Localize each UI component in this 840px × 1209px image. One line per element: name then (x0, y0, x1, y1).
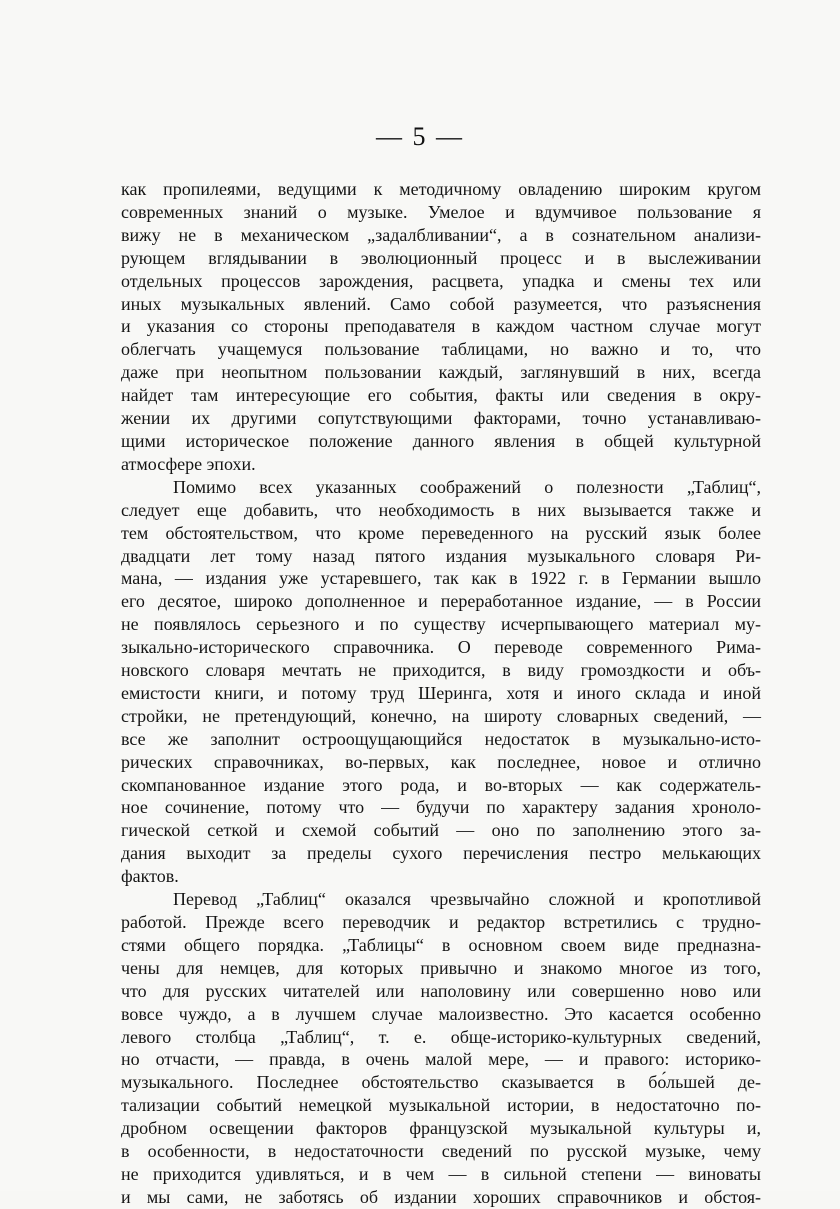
text-line: иных музыкальных явлений. Само собой разумеется, что разъяснения (121, 293, 761, 314)
text-line: скомпанованное издание этого рода, и во-вторых — как содержатель- (121, 774, 761, 795)
text-line: все же заполнит остроощущающийся недостаток в музыкально-исто- (121, 728, 761, 749)
text-line: чены для немцев, для которых привычно и знакомо многое из того, (121, 957, 761, 978)
text-line: не приходится удивляться, и в чем — в сильной степени — виноваты (121, 1163, 761, 1184)
text-line: зыкально-исторического справочника. О переводе современного Рима- (121, 637, 761, 658)
text-line: тализации событий немецкой музыкальной истории, в недостаточно по- (121, 1095, 761, 1116)
text-line: новского словаря мечтать не приходится, в виду громоздкости и объ- (121, 660, 761, 681)
text-line: Перевод „Таблиц“ оказался чрезвычайно сложной и кропотливой (173, 889, 761, 910)
text-line: найдет там интересующие его события, факты или сведения в окру- (121, 385, 761, 406)
text-line: что для русских читателей или наполовину или совершенно ново или (121, 980, 761, 1001)
text-line: и указания со стороны преподавателя в каждом частном случае могут (121, 316, 761, 337)
text-line: работой. Прежде всего переводчик и редактор встретились с трудно- (121, 912, 761, 932)
text-line: рующем вглядывании в эволюционный процесс и в выслеживании (121, 247, 761, 268)
text-line: фактов. (121, 866, 179, 887)
text-line: следует еще добавить, что необходимость в них вызывается также и (121, 499, 761, 520)
page-number: — 5 — (376, 122, 464, 151)
text-line: не появлялось серьезного и по существу исчерпывающего материал му- (121, 614, 761, 635)
text-line: левого столбца „Таблиц“, т. е. обще-историко-культурных сведений, (121, 1026, 761, 1047)
text-line: стями общего порядка. „Таблицы“ в основном своем виде предназна- (121, 934, 761, 955)
text-line: в особенности, в недостаточности сведений по русской музыке, чему (121, 1141, 761, 1162)
text-line: стройки, не претендующий, конечно, на широту словарных сведений, — (121, 705, 761, 726)
text-line: емистости книги, и потому труд Шеринга, хотя и иного склада и иной (121, 682, 761, 703)
text-line: атмосфере эпохи. (121, 453, 256, 474)
text-line: музыкального. Последнее обстоятельство сказывается в бо́льшей де- (121, 1072, 761, 1093)
text-line: гической сеткой и схемой событий — оно по заполнению этого за- (121, 820, 761, 841)
text-line: вовсе чуждо, а в лучшем случае малоизвестно. Это касается особенно (121, 1003, 761, 1024)
body-text (121, 178, 761, 1209)
text-line: отдельных процессов зарождения, расцвета, упадка и смены тех или (121, 270, 761, 291)
text-line: щими историческое положение данного явления в общей культурной (121, 430, 761, 451)
text-line: облегчать учащемуся пользование таблицами, но важно и то, что (121, 339, 761, 360)
text-line: как пропилеями, ведущими к методичному овладению широким кругом (121, 179, 761, 199)
text-line: вижу не в механическом „задалбливании“, а в сознательном анализи- (121, 224, 761, 245)
text-line: тем обстоятельством, что кроме переведенного на русский язык более (121, 522, 761, 543)
text-line: дробном освещении факторов французской музыкальной культуры и, (121, 1118, 761, 1139)
text-line: современных знаний о музыке. Умелое и вдумчивое пользование я (121, 201, 761, 222)
text-line: но отчасти, — правда, в очень малой мере, — и правого: историко- (121, 1049, 761, 1070)
text-line: мана, — издания уже устаревшего, так как в 1922 г. в Германии вышло (121, 568, 761, 589)
text-line: Помимо всех указанных соображений о полезности „Таблиц“, (173, 476, 761, 497)
text-line: его десятое, широко дополненное и переработанное издание, — в России (121, 591, 761, 612)
text-line: ное сочинение, потому что — будучи по характеру задания хроноло- (121, 797, 761, 818)
text-line: жении их другими сопутствующими факторами, точно устанавливаю- (121, 408, 761, 429)
text-line: дания выходит за пределы сухого перечисления пестро мелькающих (121, 843, 761, 864)
text-line: двадцати лет тому назад пятого издания музыкального словаря Ри- (121, 545, 761, 566)
text-line: даже при неопытном пользовании каждый, заглянувший в них, всегда (121, 362, 761, 383)
text-line: рических справочниках, во-первых, как последнее, новое и отлично (121, 751, 761, 772)
text-line: и мы сами, не заботясь об издании хороших справочников и обстоя- (121, 1186, 761, 1207)
